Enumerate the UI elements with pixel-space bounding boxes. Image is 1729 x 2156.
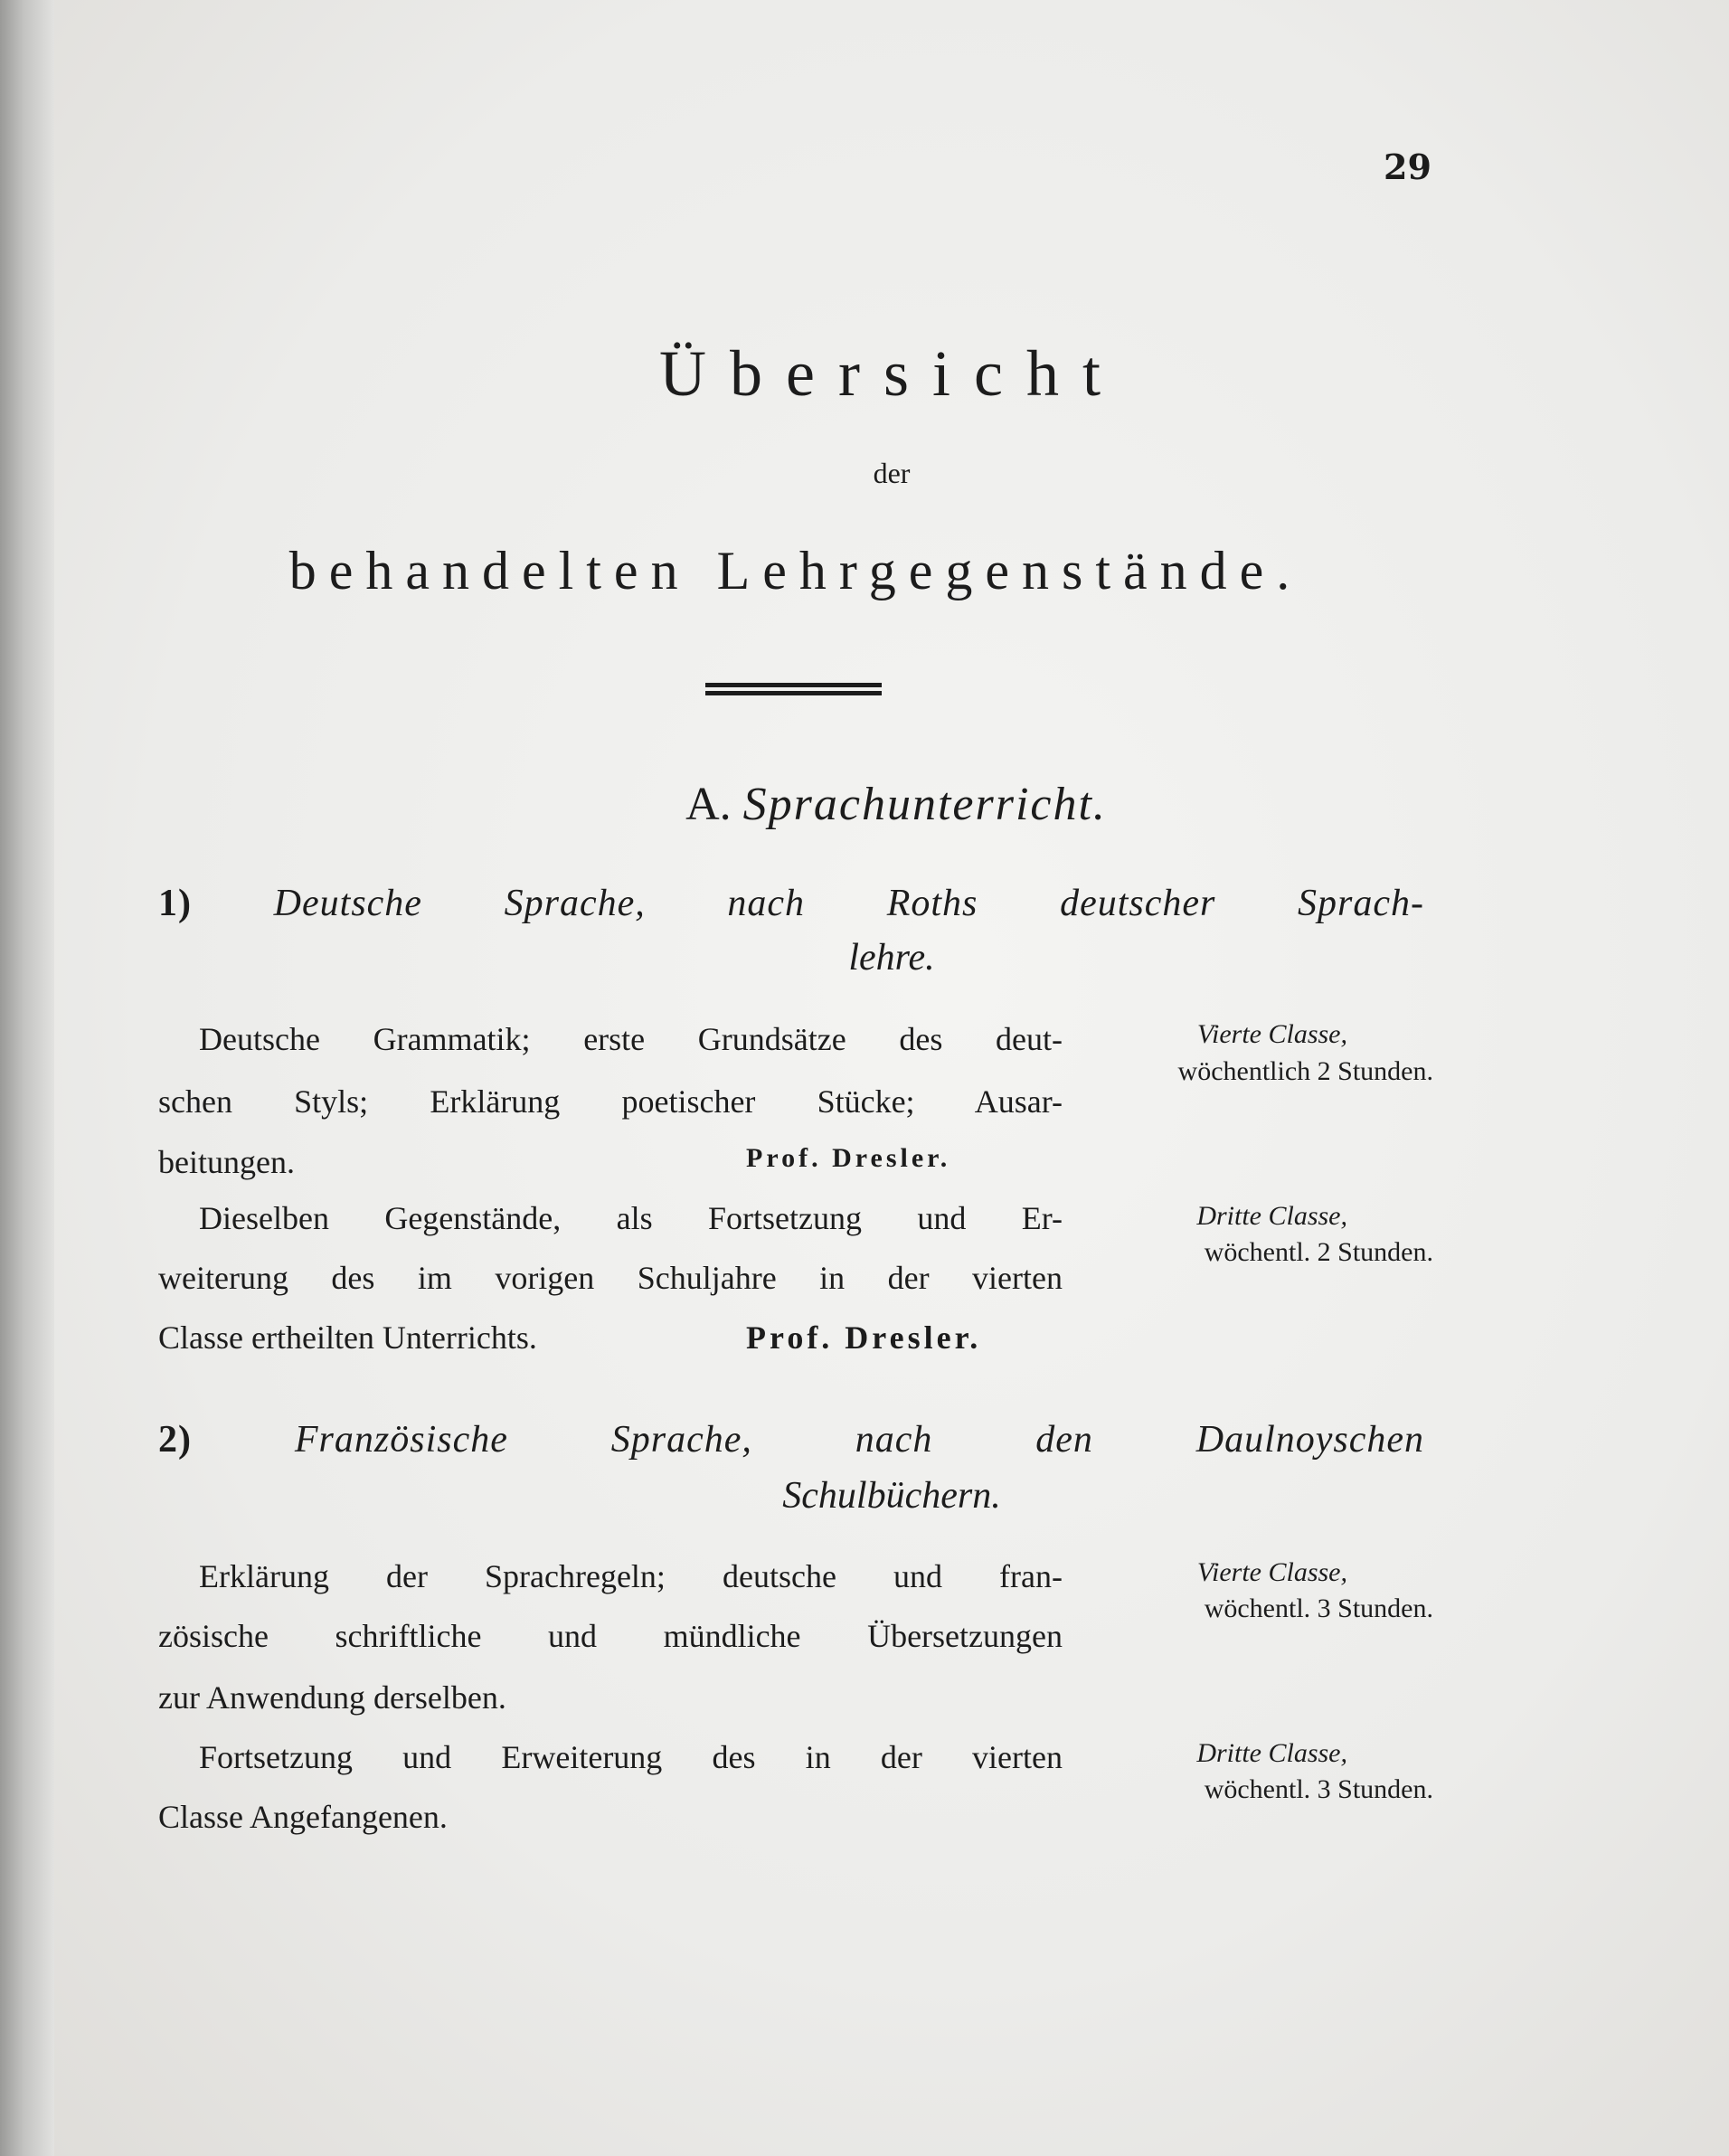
entry-text-line: zur Anwendung derselben.	[158, 1679, 506, 1716]
weekly-hours: wöchentlich 2 Stunden.	[1177, 1056, 1433, 1086]
double-rule-divider	[705, 683, 882, 695]
entry-text-line: Dieselben Gegenstände, als Fortsetzung und Er-	[199, 1200, 1063, 1236]
subject-number: 2)	[158, 1419, 192, 1461]
entry-text-line: Classe ertheilten Unterrichts.	[158, 1319, 537, 1356]
title-connector: der	[873, 457, 911, 489]
entry-text-line: Deutsche Grammatik; erste Grundsätze des deut-	[199, 1021, 1063, 1057]
class-name: Vierte Classe,	[1196, 1557, 1347, 1587]
entry-text-line: beitungen.	[158, 1144, 295, 1180]
teacher-name: Prof. Dresler.	[746, 1143, 951, 1173]
entry-text-line: zösische schriftliche und mündliche Übersetzungen	[158, 1618, 1063, 1654]
entry-text-line: schen Styls; Erklärung poetischer Stücke; Ausar-	[158, 1083, 1063, 1120]
subject-heading	[158, 1418, 1424, 1461]
teacher-name: Prof. Dresler.	[746, 1319, 982, 1356]
entry-text-line: Classe Angefangenen.	[158, 1799, 448, 1835]
subject-heading-line: Französische Sprache, nach den Daulnoyschen	[294, 1419, 1425, 1461]
class-name: Vierte Classe,	[1196, 1019, 1347, 1049]
subject-heading-continuation: Schulbüchern.	[782, 1475, 1001, 1517]
weekly-hours: wöchentl. 3 Stunden.	[1204, 1774, 1433, 1804]
page-subtitle: behandelten Lehrgegenstände.	[288, 541, 1303, 600]
entry-text-line: Fortsetzung und Erweiterung des in der vierten	[199, 1739, 1063, 1775]
entry-text-line: weiterung des im vorigen Schuljahre in der vierten	[158, 1260, 1063, 1296]
subject-number: 1)	[158, 883, 192, 924]
section-letter: A.	[685, 779, 732, 830]
section-heading	[0, 778, 1729, 831]
class-name: Dritte Classe,	[1196, 1738, 1347, 1768]
page-title: Übersicht	[659, 337, 1124, 410]
class-name: Dritte Classe,	[1196, 1201, 1347, 1231]
weekly-hours: wöchentl. 3 Stunden.	[1204, 1593, 1433, 1623]
book-spine-shadow	[0, 0, 54, 2156]
page-number: 29	[1384, 147, 1431, 187]
subject-heading	[158, 882, 1424, 925]
weekly-hours: wöchentl. 2 Stunden.	[1204, 1237, 1433, 1267]
subject-heading-line: Deutsche Sprache, nach Roths deutscher Sprach-	[273, 883, 1424, 924]
entry-text-line: Erklärung der Sprachregeln; deutsche und fran-	[199, 1558, 1063, 1594]
section-name: Sprachunterricht.	[742, 779, 1107, 830]
subject-heading-continuation: lehre.	[848, 937, 935, 979]
